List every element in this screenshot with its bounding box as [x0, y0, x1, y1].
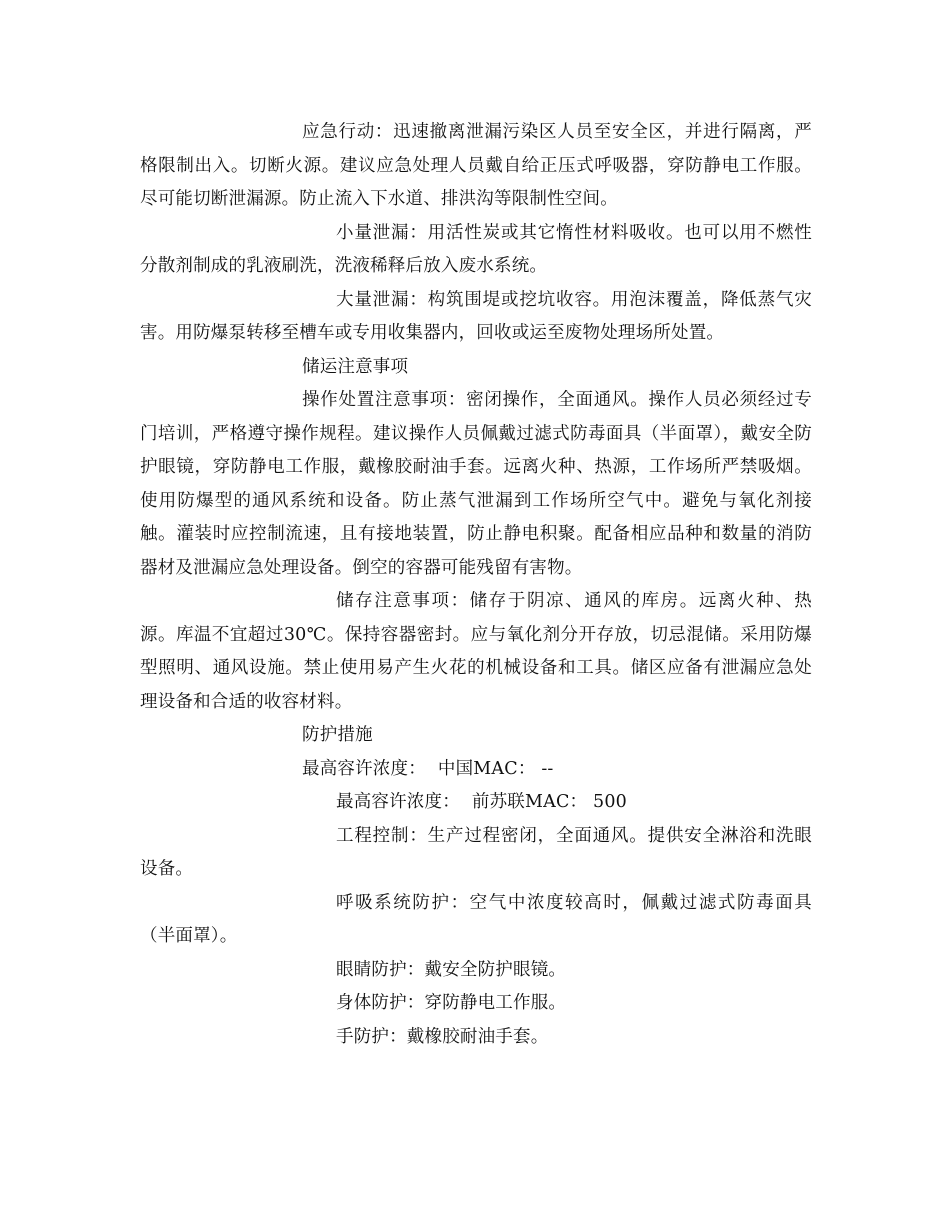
large-leak-paragraph: 大量泄漏：构筑围堤或挖坑收容。用泡沫覆盖，降低蒸气灾害。用防爆泵转移至槽车或专用收集器内，回收或运至废物处理场所处置。	[140, 289, 812, 343]
protection-measures-heading: 防护措施	[302, 725, 373, 745]
document-body	[140, 116, 812, 1054]
engineering-control-paragraph: 工程控制：生产过程密闭，全面通风。提供安全淋浴和洗眼设备。	[140, 825, 812, 879]
emergency-action-paragraph: 应急行动：迅速撤离泄漏污染区人员至安全区，并进行隔离，严格限制出入。切断火源。建议应急处理人员戴自给正压式呼吸器，穿防静电工作服。尽可能切断泄漏源。防止流入下水道、排洪沟等限制性空间。	[140, 122, 812, 209]
mac-china-label: 最高容许浓度：	[302, 758, 426, 779]
storage-precautions-paragraph: 储存注意事项：储存于阴凉、通风的库房。远离火种、热源。库温不宜超过30℃。保持容器密封。应与氧化剂分开存放，切忌混储。采用防爆型照明、通风设施。禁止使用易产生火花的机械设备和工具。储区应备有泄漏应急处理设备和合适的收容材料。	[140, 591, 812, 712]
body-protection-line: 身体防护：穿防静电工作服。	[336, 993, 567, 1013]
mac-ussr-line	[140, 786, 812, 820]
mac-ussr-label: 最高容许浓度：	[336, 792, 460, 812]
storage-transport-heading: 储运注意事项	[302, 356, 409, 377]
eye-protection-line: 眼睛防护：戴安全防护眼镜。	[336, 959, 567, 980]
small-leak-paragraph: 小量泄漏：用活性炭或其它惰性材料吸收。也可以用不燃性分散剂制成的乳液刷洗，洗液稀释后放入废水系统。	[140, 222, 812, 276]
mac-ussr-value: 前苏联MAC： 500	[471, 792, 628, 812]
respiratory-protection-paragraph: 呼吸系统防护：空气中浓度较高时，佩戴过滤式防毒面具（半面罩）。	[140, 892, 812, 946]
hand-protection-line: 手防护：戴橡胶耐油手套。	[336, 1026, 549, 1047]
handling-precautions-paragraph: 操作处置注意事项：密闭操作，全面通风。操作人员必须经过专门培训，严格遵守操作规程。建议操作人员佩戴过滤式防毒面具（半面罩），戴安全防护眼镜，穿防静电工作服，戴橡胶耐油手套。远离火种、热源，工作场所严禁吸烟。使用防爆型的通风系统和设备。防止蒸气泄漏到工作场所空气中。避免与氧化剂接触。灌装时应控制流速，且有接地装置，防止静电积聚。配备相应品种和数量的消防器材及泄漏应急处理设备。倒空的容器可能残留有害物。	[140, 390, 812, 578]
mac-china-value: 中国MAC： --	[437, 758, 554, 779]
mac-china-line	[140, 753, 812, 787]
